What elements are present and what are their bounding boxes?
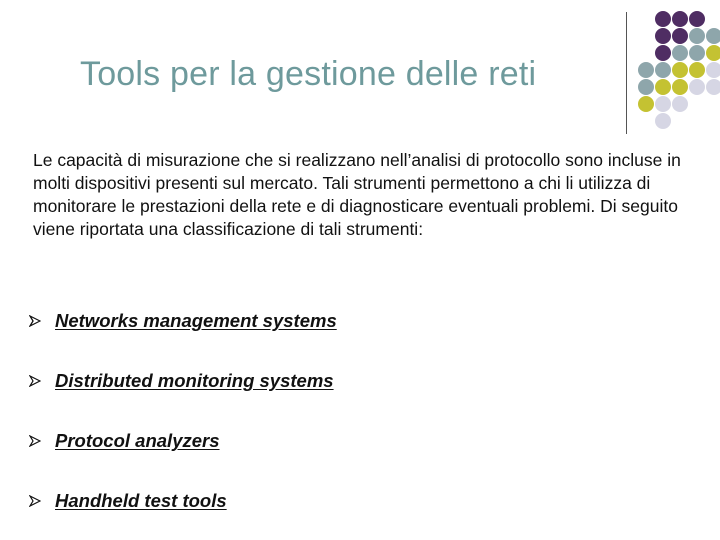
bullet-text: Distributed monitoring systems [55,370,334,391]
bullet-text: Handheld test tools [55,490,227,511]
arrow-bullet-icon [28,375,42,387]
intro-paragraph: Le capacità di misurazione che si realizzano nell’analisi di protocollo sono incluse in molti dispositivi presenti sul mercato. Tali strumenti permettono a chi li utilizza di monitorare le prestazioni della rete e di diagnosticare eventuali problemi. Di seguito viene riportata una classificazione di tali strumenti: [33,150,681,239]
bullet-text: Networks management systems [55,310,337,331]
bullet-text: Protocol analyzers [55,430,220,451]
bullet-item [28,369,334,393]
arrow-bullet-icon [28,315,42,327]
bullet-item [28,429,220,453]
arrow-bullet-icon [28,435,42,447]
bullet-item [28,489,227,513]
slide-title: Tools per la gestione delle reti [80,55,537,93]
bullet-item [28,309,337,333]
arrow-bullet-icon [28,495,42,507]
